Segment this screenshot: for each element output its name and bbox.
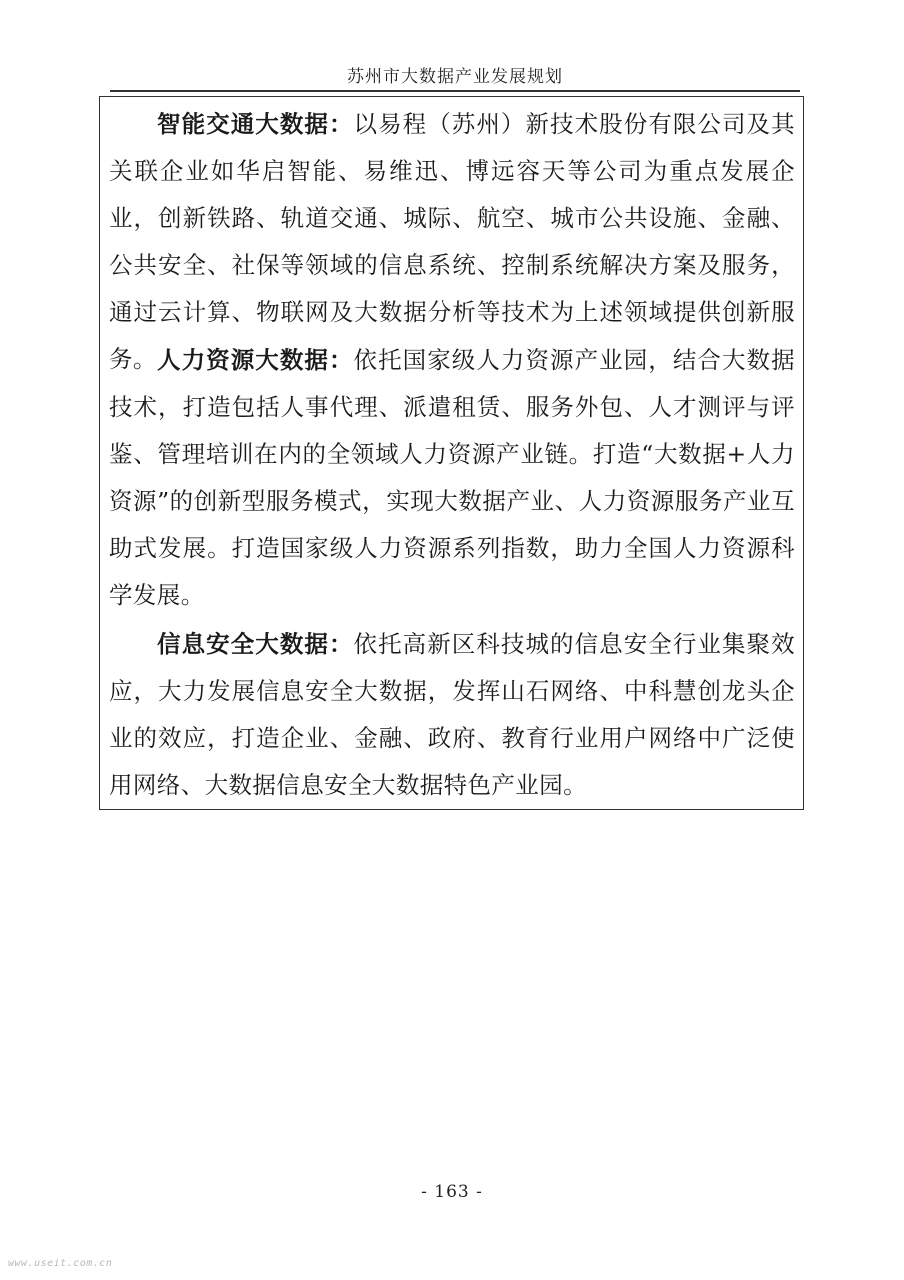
watermark: www.useit.com.cn bbox=[8, 1258, 113, 1269]
paragraph-term: 信息安全大数据： bbox=[157, 630, 354, 658]
page-header-title: 苏州市大数据产业发展规划 bbox=[347, 67, 563, 87]
paragraph-term: 人力资源大数据： bbox=[157, 346, 354, 374]
paragraph-information-security bbox=[109, 621, 795, 809]
page-number: - 163 - bbox=[421, 1182, 483, 1202]
paragraph-term: 智能交通大数据： bbox=[157, 110, 354, 138]
content-box bbox=[99, 96, 804, 810]
paragraph-text: 以易程（苏州）新技术股份有限公司及其关联企业如华启智能、易维迅、博远容天等公司为重点发展企业，创新铁路、轨道交通、城际、航空、城市公共设施、金融、公共安全、社保等领域的信息系统、控制系统解决方案及服务，通过云计算、物联网及大数据分析等技术为上述领域提供创新服务。 bbox=[109, 110, 795, 373]
header-divider bbox=[110, 90, 800, 92]
paragraph-human-resources bbox=[109, 337, 795, 619]
paragraph-text: 依托国家级人力资源产业园，结合大数据技术，打造包括人事代理、派遣租赁、服务外包、人才测评与评鉴、管理培训在内的全领域人力资源产业链。打造“大数据+人力资源”的创新型服务模式，实现大数据产业、人力资源服务产业互助式发展。打造国家级人力资源系列指数，助力全国人力资源科学发展。 bbox=[109, 346, 795, 609]
paragraph-text: 依托高新区科技城的信息安全行业集聚效应，大力发展信息安全大数据，发挥山石网络、中科慧创龙头企业的效应，打造企业、金融、政府、教育行业用户网络中广泛使用网络、大数据信息安全大数据特色产业园。 bbox=[109, 630, 795, 799]
